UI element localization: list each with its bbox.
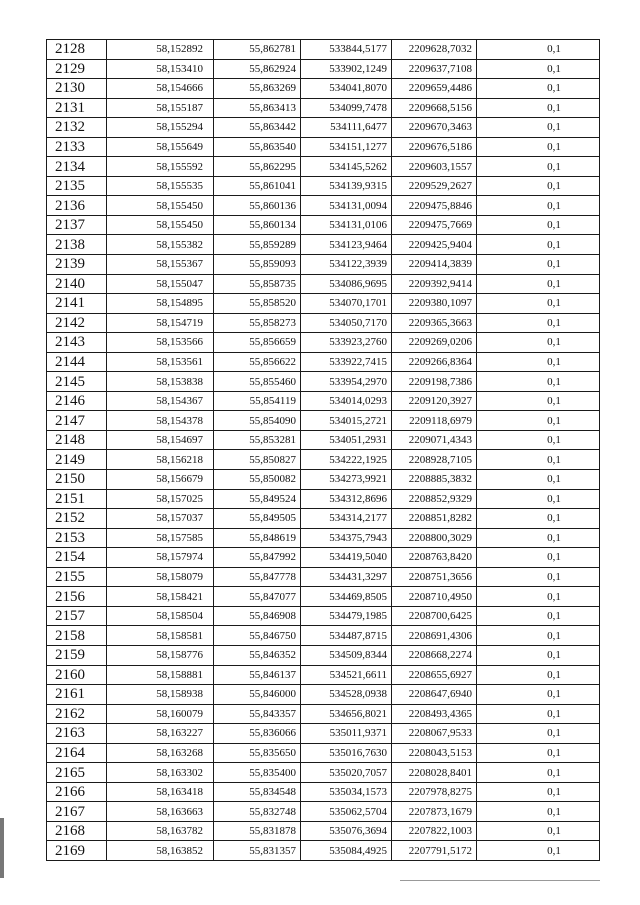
latitude-cell: 58,163663 <box>107 802 214 822</box>
accuracy-cell: 0,1 <box>477 704 600 724</box>
accuracy-cell: 0,1 <box>477 509 600 529</box>
longitude-cell: 55,835650 <box>214 743 301 763</box>
latitude-cell: 58,163782 <box>107 821 214 841</box>
accuracy-cell: 0,1 <box>477 782 600 802</box>
table-row <box>47 40 600 60</box>
latitude-cell: 58,155649 <box>107 137 214 157</box>
table-row <box>47 724 600 744</box>
point-number-cell: 2129 <box>47 59 107 79</box>
point-number-cell: 2159 <box>47 645 107 665</box>
x-coordinate-cell: 535062,5704 <box>301 802 392 822</box>
y-coordinate-cell: 2208700,6425 <box>392 606 477 626</box>
accuracy-cell: 0,1 <box>477 79 600 99</box>
table-row <box>47 274 600 294</box>
x-coordinate-cell: 535020,7057 <box>301 763 392 783</box>
x-coordinate-cell: 535016,7630 <box>301 743 392 763</box>
longitude-cell: 55,853281 <box>214 430 301 450</box>
latitude-cell: 58,158079 <box>107 567 214 587</box>
y-coordinate-cell: 2207873,1679 <box>392 802 477 822</box>
longitude-cell: 55,843357 <box>214 704 301 724</box>
accuracy-cell: 0,1 <box>477 372 600 392</box>
table-row <box>47 685 600 705</box>
longitude-cell: 55,850082 <box>214 470 301 490</box>
y-coordinate-cell: 2208885,3832 <box>392 470 477 490</box>
accuracy-cell: 0,1 <box>477 294 600 314</box>
accuracy-cell: 0,1 <box>477 333 600 353</box>
accuracy-cell: 0,1 <box>477 567 600 587</box>
latitude-cell: 58,157585 <box>107 528 214 548</box>
longitude-cell: 55,834548 <box>214 782 301 802</box>
y-coordinate-cell: 2209118,6979 <box>392 411 477 431</box>
table-row <box>47 98 600 118</box>
latitude-cell: 58,155187 <box>107 98 214 118</box>
accuracy-cell: 0,1 <box>477 665 600 685</box>
y-coordinate-cell: 2209659,4486 <box>392 79 477 99</box>
x-coordinate-cell: 534273,9921 <box>301 470 392 490</box>
accuracy-cell: 0,1 <box>477 313 600 333</box>
point-number-cell: 2144 <box>47 352 107 372</box>
longitude-cell: 55,849524 <box>214 489 301 509</box>
x-coordinate-cell: 534131,0094 <box>301 196 392 216</box>
longitude-cell: 55,832748 <box>214 802 301 822</box>
x-coordinate-cell: 533844,5177 <box>301 40 392 60</box>
x-coordinate-cell: 535076,3694 <box>301 821 392 841</box>
latitude-cell: 58,155535 <box>107 176 214 196</box>
accuracy-cell: 0,1 <box>477 821 600 841</box>
accuracy-cell: 0,1 <box>477 685 600 705</box>
y-coordinate-cell: 2207791,5172 <box>392 841 477 861</box>
y-coordinate-cell: 2208043,5153 <box>392 743 477 763</box>
latitude-cell: 58,154895 <box>107 294 214 314</box>
longitude-cell: 55,846137 <box>214 665 301 685</box>
point-number-cell: 2155 <box>47 567 107 587</box>
point-number-cell: 2157 <box>47 606 107 626</box>
latitude-cell: 58,155047 <box>107 274 214 294</box>
accuracy-cell: 0,1 <box>477 137 600 157</box>
x-coordinate-cell: 534509,8344 <box>301 645 392 665</box>
latitude-cell: 58,155294 <box>107 118 214 138</box>
latitude-cell: 58,163302 <box>107 763 214 783</box>
y-coordinate-cell: 2208668,2274 <box>392 645 477 665</box>
x-coordinate-cell: 534151,1277 <box>301 137 392 157</box>
point-number-cell: 2161 <box>47 685 107 705</box>
longitude-cell: 55,863540 <box>214 137 301 157</box>
accuracy-cell: 0,1 <box>477 626 600 646</box>
x-coordinate-cell: 534086,9695 <box>301 274 392 294</box>
y-coordinate-cell: 2209266,8364 <box>392 352 477 372</box>
y-coordinate-cell: 2209670,3463 <box>392 118 477 138</box>
table-row <box>47 215 600 235</box>
point-number-cell: 2130 <box>47 79 107 99</box>
latitude-cell: 58,157974 <box>107 548 214 568</box>
longitude-cell: 55,860136 <box>214 196 301 216</box>
longitude-cell: 55,856659 <box>214 333 301 353</box>
x-coordinate-cell: 534521,6611 <box>301 665 392 685</box>
accuracy-cell: 0,1 <box>477 645 600 665</box>
point-number-cell: 2138 <box>47 235 107 255</box>
accuracy-cell: 0,1 <box>477 450 600 470</box>
x-coordinate-cell: 534656,8021 <box>301 704 392 724</box>
y-coordinate-cell: 2209392,9414 <box>392 274 477 294</box>
longitude-cell: 55,859289 <box>214 235 301 255</box>
accuracy-cell: 0,1 <box>477 352 600 372</box>
latitude-cell: 58,163418 <box>107 782 214 802</box>
point-number-cell: 2128 <box>47 40 107 60</box>
x-coordinate-cell: 534419,5040 <box>301 548 392 568</box>
y-coordinate-cell: 2209071,4343 <box>392 430 477 450</box>
y-coordinate-cell: 2209637,7108 <box>392 59 477 79</box>
point-number-cell: 2134 <box>47 157 107 177</box>
latitude-cell: 58,154378 <box>107 411 214 431</box>
point-number-cell: 2139 <box>47 255 107 275</box>
longitude-cell: 55,846000 <box>214 685 301 705</box>
latitude-cell: 58,154697 <box>107 430 214 450</box>
point-number-cell: 2163 <box>47 724 107 744</box>
table-row <box>47 489 600 509</box>
point-number-cell: 2145 <box>47 372 107 392</box>
point-number-cell: 2142 <box>47 313 107 333</box>
latitude-cell: 58,153561 <box>107 352 214 372</box>
longitude-cell: 55,847778 <box>214 567 301 587</box>
y-coordinate-cell: 2208851,8282 <box>392 509 477 529</box>
y-coordinate-cell: 2208067,9533 <box>392 724 477 744</box>
x-coordinate-cell: 534222,1925 <box>301 450 392 470</box>
table-row <box>47 391 600 411</box>
accuracy-cell: 0,1 <box>477 548 600 568</box>
point-number-cell: 2167 <box>47 802 107 822</box>
y-coordinate-cell: 2208763,8420 <box>392 548 477 568</box>
point-number-cell: 2131 <box>47 98 107 118</box>
x-coordinate-cell: 534051,2931 <box>301 430 392 450</box>
point-number-cell: 2136 <box>47 196 107 216</box>
latitude-cell: 58,154367 <box>107 391 214 411</box>
point-number-cell: 2169 <box>47 841 107 861</box>
latitude-cell: 58,155592 <box>107 157 214 177</box>
x-coordinate-cell: 533902,1249 <box>301 59 392 79</box>
table-row <box>47 587 600 607</box>
x-coordinate-cell: 535011,9371 <box>301 724 392 744</box>
table-row <box>47 645 600 665</box>
table-row <box>47 802 600 822</box>
accuracy-cell: 0,1 <box>477 157 600 177</box>
x-coordinate-cell: 534469,8505 <box>301 587 392 607</box>
latitude-cell: 58,155450 <box>107 196 214 216</box>
longitude-cell: 55,856622 <box>214 352 301 372</box>
point-number-cell: 2146 <box>47 391 107 411</box>
accuracy-cell: 0,1 <box>477 763 600 783</box>
accuracy-cell: 0,1 <box>477 802 600 822</box>
accuracy-cell: 0,1 <box>477 59 600 79</box>
table-row <box>47 352 600 372</box>
point-number-cell: 2140 <box>47 274 107 294</box>
latitude-cell: 58,155367 <box>107 255 214 275</box>
longitude-cell: 55,863442 <box>214 118 301 138</box>
table-row <box>47 548 600 568</box>
longitude-cell: 55,836066 <box>214 724 301 744</box>
latitude-cell: 58,152892 <box>107 40 214 60</box>
accuracy-cell: 0,1 <box>477 411 600 431</box>
y-coordinate-cell: 2209120,3927 <box>392 391 477 411</box>
y-coordinate-cell: 2208751,3656 <box>392 567 477 587</box>
point-number-cell: 2151 <box>47 489 107 509</box>
longitude-cell: 55,849505 <box>214 509 301 529</box>
longitude-cell: 55,861041 <box>214 176 301 196</box>
point-number-cell: 2153 <box>47 528 107 548</box>
accuracy-cell: 0,1 <box>477 528 600 548</box>
longitude-cell: 55,860134 <box>214 215 301 235</box>
point-number-cell: 2135 <box>47 176 107 196</box>
accuracy-cell: 0,1 <box>477 606 600 626</box>
x-coordinate-cell: 534139,9315 <box>301 176 392 196</box>
x-coordinate-cell: 534099,7478 <box>301 98 392 118</box>
table-row <box>47 157 600 177</box>
y-coordinate-cell: 2208691,4306 <box>392 626 477 646</box>
longitude-cell: 55,831878 <box>214 821 301 841</box>
table-row <box>47 528 600 548</box>
latitude-cell: 58,163227 <box>107 724 214 744</box>
y-coordinate-cell: 2209475,8846 <box>392 196 477 216</box>
longitude-cell: 55,848619 <box>214 528 301 548</box>
accuracy-cell: 0,1 <box>477 40 600 60</box>
accuracy-cell: 0,1 <box>477 489 600 509</box>
table-row <box>47 372 600 392</box>
x-coordinate-cell: 533954,2970 <box>301 372 392 392</box>
latitude-cell: 58,154666 <box>107 79 214 99</box>
point-number-cell: 2147 <box>47 411 107 431</box>
table-row <box>47 763 600 783</box>
y-coordinate-cell: 2208028,8401 <box>392 763 477 783</box>
table-row <box>47 665 600 685</box>
latitude-cell: 58,160079 <box>107 704 214 724</box>
accuracy-cell: 0,1 <box>477 470 600 490</box>
table-row <box>47 333 600 353</box>
accuracy-cell: 0,1 <box>477 98 600 118</box>
longitude-cell: 55,859093 <box>214 255 301 275</box>
table-row <box>47 176 600 196</box>
x-coordinate-cell: 534479,1985 <box>301 606 392 626</box>
accuracy-cell: 0,1 <box>477 587 600 607</box>
longitude-cell: 55,862781 <box>214 40 301 60</box>
point-number-cell: 2148 <box>47 430 107 450</box>
longitude-cell: 55,855460 <box>214 372 301 392</box>
table-row <box>47 137 600 157</box>
table-row <box>47 470 600 490</box>
longitude-cell: 55,862295 <box>214 157 301 177</box>
point-number-cell: 2165 <box>47 763 107 783</box>
point-number-cell: 2154 <box>47 548 107 568</box>
table-row <box>47 841 600 861</box>
point-number-cell: 2166 <box>47 782 107 802</box>
point-number-cell: 2137 <box>47 215 107 235</box>
longitude-cell: 55,858520 <box>214 294 301 314</box>
latitude-cell: 58,153410 <box>107 59 214 79</box>
table-row <box>47 450 600 470</box>
x-coordinate-cell: 534014,0293 <box>301 391 392 411</box>
table-row <box>47 235 600 255</box>
point-number-cell: 2156 <box>47 587 107 607</box>
table-row <box>47 626 600 646</box>
x-coordinate-cell: 534145,5262 <box>301 157 392 177</box>
y-coordinate-cell: 2208710,4950 <box>392 587 477 607</box>
table-row <box>47 606 600 626</box>
x-coordinate-cell: 534111,6477 <box>301 118 392 138</box>
table-row <box>47 430 600 450</box>
latitude-cell: 58,163268 <box>107 743 214 763</box>
latitude-cell: 58,157025 <box>107 489 214 509</box>
point-number-cell: 2150 <box>47 470 107 490</box>
longitude-cell: 55,850827 <box>214 450 301 470</box>
y-coordinate-cell: 2208800,3029 <box>392 528 477 548</box>
longitude-cell: 55,858273 <box>214 313 301 333</box>
table-row <box>47 704 600 724</box>
y-coordinate-cell: 2208493,4365 <box>392 704 477 724</box>
table-row <box>47 509 600 529</box>
longitude-cell: 55,863269 <box>214 79 301 99</box>
point-number-cell: 2168 <box>47 821 107 841</box>
y-coordinate-cell: 2209425,9404 <box>392 235 477 255</box>
longitude-cell: 55,847992 <box>214 548 301 568</box>
y-coordinate-cell: 2209529,2627 <box>392 176 477 196</box>
table-row <box>47 411 600 431</box>
y-coordinate-cell: 2208928,7105 <box>392 450 477 470</box>
y-coordinate-cell: 2208852,9329 <box>392 489 477 509</box>
accuracy-cell: 0,1 <box>477 841 600 861</box>
y-coordinate-cell: 2207822,1003 <box>392 821 477 841</box>
accuracy-cell: 0,1 <box>477 255 600 275</box>
table-row <box>47 79 600 99</box>
x-coordinate-cell: 534431,3297 <box>301 567 392 587</box>
x-coordinate-cell: 534122,3939 <box>301 255 392 275</box>
x-coordinate-cell: 534487,8715 <box>301 626 392 646</box>
y-coordinate-cell: 2208647,6940 <box>392 685 477 705</box>
accuracy-cell: 0,1 <box>477 430 600 450</box>
y-coordinate-cell: 2209414,3839 <box>392 255 477 275</box>
y-coordinate-cell: 2209668,5156 <box>392 98 477 118</box>
latitude-cell: 58,158938 <box>107 685 214 705</box>
x-coordinate-cell: 534314,2177 <box>301 509 392 529</box>
y-coordinate-cell: 2209628,7032 <box>392 40 477 60</box>
latitude-cell: 58,156679 <box>107 470 214 490</box>
longitude-cell: 55,854119 <box>214 391 301 411</box>
latitude-cell: 58,155382 <box>107 235 214 255</box>
x-coordinate-cell: 534015,2721 <box>301 411 392 431</box>
latitude-cell: 58,155450 <box>107 215 214 235</box>
y-coordinate-cell: 2209475,7669 <box>392 215 477 235</box>
table-row <box>47 255 600 275</box>
longitude-cell: 55,846908 <box>214 606 301 626</box>
y-coordinate-cell: 2208655,6927 <box>392 665 477 685</box>
accuracy-cell: 0,1 <box>477 743 600 763</box>
latitude-cell: 58,153566 <box>107 333 214 353</box>
y-coordinate-cell: 2209269,0206 <box>392 333 477 353</box>
table-row <box>47 313 600 333</box>
longitude-cell: 55,846750 <box>214 626 301 646</box>
accuracy-cell: 0,1 <box>477 215 600 235</box>
longitude-cell: 55,858735 <box>214 274 301 294</box>
x-coordinate-cell: 534070,1701 <box>301 294 392 314</box>
point-number-cell: 2132 <box>47 118 107 138</box>
accuracy-cell: 0,1 <box>477 176 600 196</box>
x-coordinate-cell: 534528,0938 <box>301 685 392 705</box>
longitude-cell: 55,854090 <box>214 411 301 431</box>
y-coordinate-cell: 2207978,8275 <box>392 782 477 802</box>
y-coordinate-cell: 2209380,1097 <box>392 294 477 314</box>
longitude-cell: 55,863413 <box>214 98 301 118</box>
longitude-cell: 55,846352 <box>214 645 301 665</box>
table-row <box>47 196 600 216</box>
accuracy-cell: 0,1 <box>477 196 600 216</box>
table-row <box>47 743 600 763</box>
point-number-cell: 2141 <box>47 294 107 314</box>
latitude-cell: 58,158776 <box>107 645 214 665</box>
latitude-cell: 58,158881 <box>107 665 214 685</box>
y-coordinate-cell: 2209676,5186 <box>392 137 477 157</box>
longitude-cell: 55,831357 <box>214 841 301 861</box>
latitude-cell: 58,163852 <box>107 841 214 861</box>
table-row <box>47 118 600 138</box>
accuracy-cell: 0,1 <box>477 118 600 138</box>
table-row <box>47 782 600 802</box>
footer-rule <box>400 880 600 881</box>
latitude-cell: 58,158581 <box>107 626 214 646</box>
x-coordinate-cell: 533923,2760 <box>301 333 392 353</box>
latitude-cell: 58,158504 <box>107 606 214 626</box>
table-row <box>47 567 600 587</box>
accuracy-cell: 0,1 <box>477 391 600 411</box>
longitude-cell: 55,847077 <box>214 587 301 607</box>
accuracy-cell: 0,1 <box>477 724 600 744</box>
table-row <box>47 59 600 79</box>
point-number-cell: 2143 <box>47 333 107 353</box>
point-number-cell: 2164 <box>47 743 107 763</box>
y-coordinate-cell: 2209198,7386 <box>392 372 477 392</box>
longitude-cell: 55,835400 <box>214 763 301 783</box>
page-edge-mark <box>0 818 4 878</box>
x-coordinate-cell: 534050,7170 <box>301 313 392 333</box>
latitude-cell: 58,154719 <box>107 313 214 333</box>
x-coordinate-cell: 534131,0106 <box>301 215 392 235</box>
coordinates-table <box>46 39 600 861</box>
coordinates-table-body <box>47 40 600 861</box>
accuracy-cell: 0,1 <box>477 235 600 255</box>
accuracy-cell: 0,1 <box>477 274 600 294</box>
latitude-cell: 58,158421 <box>107 587 214 607</box>
x-coordinate-cell: 535084,4925 <box>301 841 392 861</box>
latitude-cell: 58,156218 <box>107 450 214 470</box>
point-number-cell: 2133 <box>47 137 107 157</box>
x-coordinate-cell: 534375,7943 <box>301 528 392 548</box>
latitude-cell: 58,157037 <box>107 509 214 529</box>
point-number-cell: 2160 <box>47 665 107 685</box>
point-number-cell: 2149 <box>47 450 107 470</box>
latitude-cell: 58,153838 <box>107 372 214 392</box>
y-coordinate-cell: 2209365,3663 <box>392 313 477 333</box>
point-number-cell: 2152 <box>47 509 107 529</box>
table-row <box>47 821 600 841</box>
point-number-cell: 2162 <box>47 704 107 724</box>
x-coordinate-cell: 534312,8696 <box>301 489 392 509</box>
x-coordinate-cell: 534123,9464 <box>301 235 392 255</box>
longitude-cell: 55,862924 <box>214 59 301 79</box>
y-coordinate-cell: 2209603,1557 <box>392 157 477 177</box>
x-coordinate-cell: 534041,8070 <box>301 79 392 99</box>
x-coordinate-cell: 535034,1573 <box>301 782 392 802</box>
point-number-cell: 2158 <box>47 626 107 646</box>
table-row <box>47 294 600 314</box>
x-coordinate-cell: 533922,7415 <box>301 352 392 372</box>
